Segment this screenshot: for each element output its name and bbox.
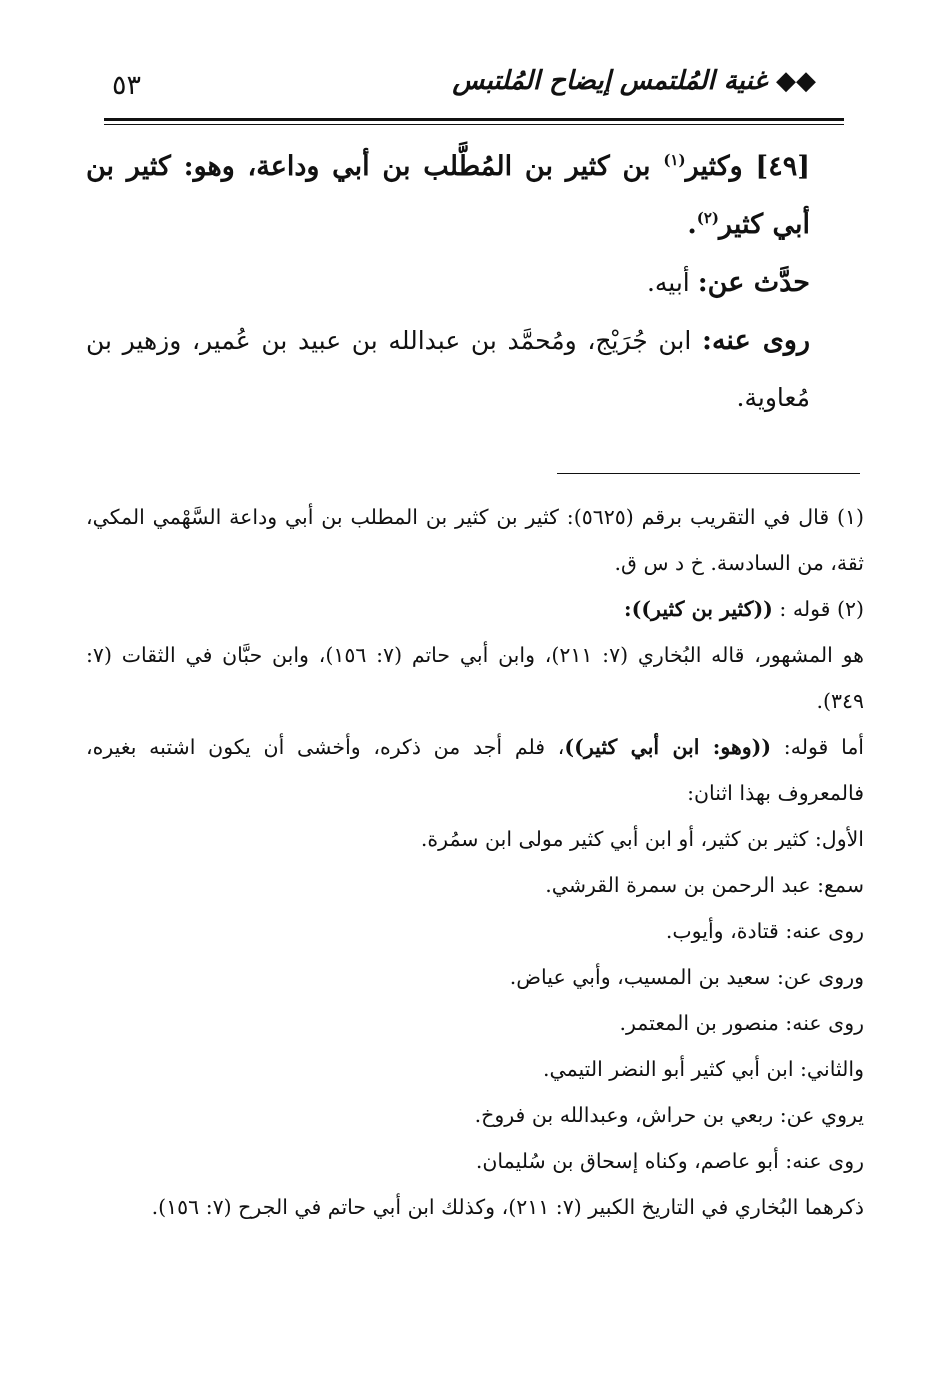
footnote-2-amma [86, 724, 864, 816]
main-text [86, 138, 810, 426]
footnote-second: والثاني: ابن أبي كثير أبو النضر التيمي. [543, 1057, 864, 1081]
footnote-by2: روى عنه: منصور بن المعتمر. [619, 1011, 864, 1035]
page-number: ٥٣ [112, 70, 142, 101]
running-title: ◆◆ غنية المُلتمس إيضاح المُلتبس [452, 66, 816, 96]
narrated-by [86, 312, 810, 426]
footnote-2-head [86, 586, 864, 632]
amma-quote: ((وهو: ابن أبي كثير)) [564, 735, 772, 759]
page-header [104, 66, 816, 110]
amma-prefix: أما قوله: [771, 735, 864, 759]
narrated-from [86, 254, 810, 312]
footnote-from2: يروي عن: ربعي بن حراش، وعبدالله بن فروخ. [474, 1103, 864, 1127]
entry-title [86, 138, 810, 254]
footnote-1: (١) قال في التقريب برقم (٥٦٢٥): كثير بن كثير بن المطلب بن أبي وداعة السَّهْمي المكي، ثقة، من السادسة. خ د س ق. [86, 505, 865, 575]
narrated-from-value: أبيه. [646, 268, 698, 297]
footnote-ref-1: (١) [663, 151, 686, 169]
amma-rest: ، فلم أجد من ذكره، وأخشى أن يكون اشتبه بغيره، فالمعروف بهذا اثنان: [86, 735, 864, 805]
footnote-heard: سمع: عبد الرحمن بن سمرة القرشي. [545, 873, 864, 897]
narrated-by-label: روى عنه: [701, 325, 810, 356]
footnote-2-quote: ((كثير بن كثير)): [624, 597, 773, 621]
footnote-from1: وروى عن: سعيد بن المسيب، وأبي عياض. [509, 965, 864, 989]
footnote-2-body: هو المشهور، قاله البُخاري (٧: ٢١١)، وابن أبي حاتم (٧: ١٥٦)، وابن حبَّان في الثقات (٧: ٣٤٩). [86, 643, 864, 713]
entry-end: . [687, 209, 697, 240]
header-rule-thick [104, 118, 844, 121]
header-rule-thin [104, 124, 844, 125]
footnote-separator [557, 473, 860, 474]
footnote-last: ذكرهما البُخاري في التاريخ الكبير (٧: ٢١١)، وكذلك ابن أبي حاتم في الجرح (٧: ١٥٦). [151, 1195, 864, 1219]
entry-number-name: [٤٩] وكثير [685, 151, 810, 182]
footnote-ref-2: (٢) [696, 209, 720, 227]
footnote-first: الأول: كثير بن كثير، أو ابن أبي كثير مولى ابن سمُرة. [420, 827, 864, 851]
narrated-by-value: ابن جُرَيْج، ومُحمَّد بن عبدالله بن عبيد بن عُمير، وزهير بن مُعاوية. [86, 326, 810, 412]
footnotes [86, 494, 864, 1230]
entry-lineage: بن كثير بن المُطَّلب بن أبي وداعة، وهو: كثير بن أبي كثير [86, 151, 810, 240]
narrated-from-label: حدَّث عن: [697, 267, 810, 298]
footnote-by3: روى عنه: أبو عاصم، وكناه إسحاق بن سُليمان. [475, 1149, 864, 1173]
footnote-by1: روى عنه: قتادة، وأيوب. [665, 919, 864, 943]
footnote-2-prefix: (٢) قوله : [772, 597, 864, 621]
